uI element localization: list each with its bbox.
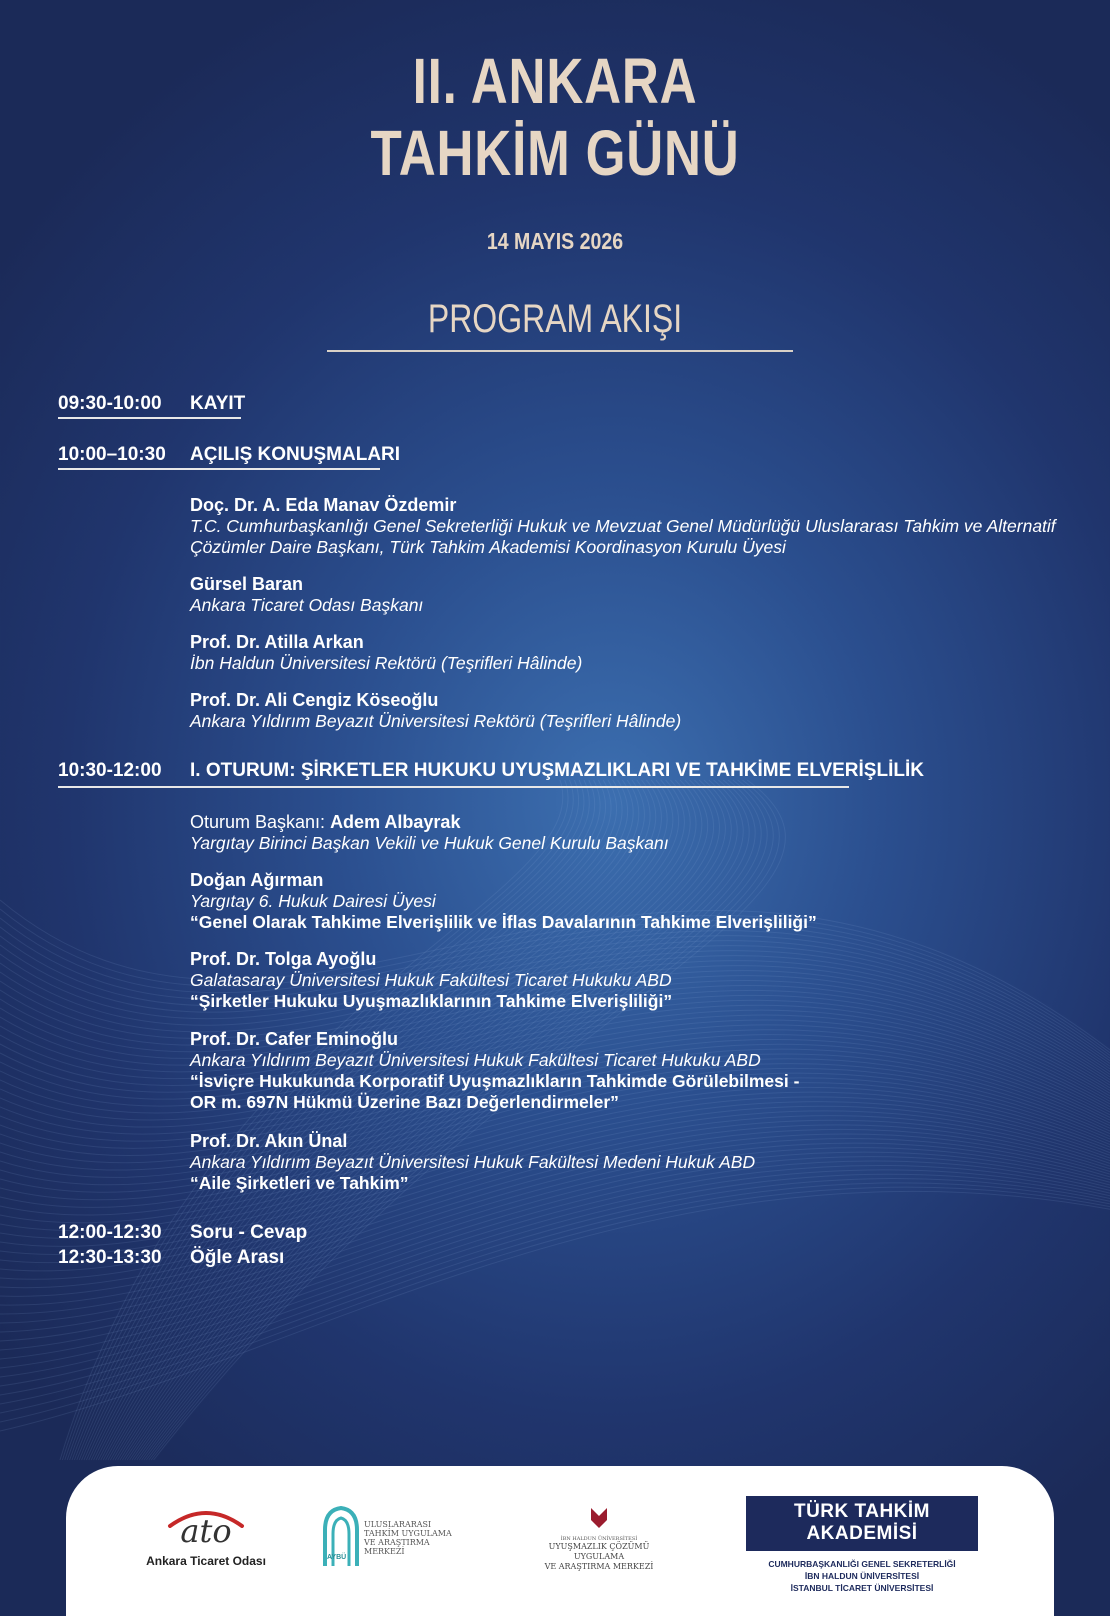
row-underline xyxy=(58,468,380,470)
schedule-row-soru xyxy=(58,1222,307,1244)
tta-line2: İBN HALDUN ÜNİVERSİTESİ xyxy=(804,1571,920,1581)
time-label: 12:00-12:30 xyxy=(58,1222,162,1243)
chair-name: Adem Albayrak xyxy=(330,812,461,832)
aybu-line3: VE ARAŞTIRMA xyxy=(364,1538,430,1547)
aybu-line2: TAHKİM UYGULAMA xyxy=(364,1529,452,1538)
speaker-name: Gürsel Baran xyxy=(190,574,304,594)
speaker-name: Prof. Dr. Atilla Arkan xyxy=(190,632,364,652)
talk-title: “İsviçre Hukukunda Korporatif Uyuşmazlıkların Tahkimde Görülebilmesi - OR m. 697N Hükmü Üzerine Bazı Değerlendirmeler” xyxy=(190,1071,800,1112)
speaker-role: Yargıtay 6. Hukuk Dairesi Üyesi xyxy=(190,891,436,911)
row-label: AÇILIŞ KONUŞMALARI xyxy=(190,444,401,465)
program-heading: PROGRAM AKIŞI xyxy=(427,297,683,341)
speaker-block xyxy=(190,1029,830,1113)
turk-tahkim-akademisi-logo xyxy=(746,1496,978,1594)
row-label: KAYIT xyxy=(190,393,246,414)
event-date: 14 MAYIS 2026 xyxy=(486,228,624,254)
tta-title: TÜRK TAHKİM AKADEMİSİ xyxy=(746,1496,978,1551)
speaker-block xyxy=(190,632,1070,674)
chair-prefix: Oturum Başkanı: xyxy=(190,812,331,832)
speaker-role: Galatasaray Üniversitesi Hukuk Fakültesi Ticaret Hukuku ABD xyxy=(190,970,672,990)
talk-title: “Aile Şirketleri ve Tahkim” xyxy=(190,1173,409,1193)
speaker-block xyxy=(190,870,1070,933)
event-title-line2: TAHKİM GÜNÜ xyxy=(370,117,740,189)
speaker-role: Ankara Yıldırım Beyazıt Üniversitesi Hukuk Fakültesi Ticaret Hukuku ABD xyxy=(190,1050,761,1070)
row-label: I. OTURUM: ŞİRKETLER HUKUKU UYUŞMAZLIKLARI VE TAHKİME ELVERİŞLİLİK xyxy=(190,760,924,781)
row-underline xyxy=(58,417,241,419)
ihu-line2: VE ARAŞTIRMA MERKEZİ xyxy=(544,1562,654,1571)
talk-title: “Şirketler Hukuku Uyuşmazlıklarının Tahkime Elverişliliği” xyxy=(190,991,673,1011)
row-label: Öğle Arası xyxy=(190,1247,285,1268)
aybu-line1: ULUSLARARASI xyxy=(364,1520,432,1529)
row-underline xyxy=(58,786,849,788)
event-title-line1: II. ANKARA xyxy=(412,45,698,117)
speaker-role: İbn Haldun Üniversitesi Rektörü (Teşrifleri Hâlinde) xyxy=(190,653,583,673)
speaker-block xyxy=(190,495,1070,558)
aybu-line4: MERKEZİ xyxy=(364,1547,405,1556)
ihu-emblem-icon xyxy=(589,1506,609,1530)
ihu-center-logo xyxy=(524,1506,674,1572)
speaker-name: Doğan Ağırman xyxy=(190,870,324,890)
aybu-mark: AYBÜ xyxy=(327,1554,347,1561)
row-label: Soru - Cevap xyxy=(190,1222,308,1243)
speaker-block xyxy=(190,1131,1070,1194)
time-label: 10:30-12:00 xyxy=(58,760,162,781)
speaker-role: T.C. Cumhurbaşkanlığı Genel Sekreterliği Hukuk ve Mevzuat Genel Müdürlüğü Uluslararası Tahkim ve Alternatif Çözümler Daire Başkanı, Türk Tahkim Akademisi Koordinasyon Kurulu Üyesi xyxy=(190,516,1056,557)
aybu-center-logo xyxy=(322,1506,482,1576)
tta-line3: İSTANBUL TİCARET ÜNİVERSİTESİ xyxy=(790,1583,934,1593)
schedule-row-ogle xyxy=(58,1247,284,1269)
tta-line1: CUMHURBAŞKANLIĞI GENEL SEKRETERLİĞİ xyxy=(768,1559,956,1569)
time-label: 10:00–10:30 xyxy=(58,444,166,465)
schedule-row-kayit xyxy=(58,393,245,415)
schedule-row-acilis xyxy=(58,444,400,466)
chair-block xyxy=(190,812,1070,854)
speaker-role: Ankara Yıldırım Beyazıt Üniversitesi Rektörü (Teşrifleri Hâlinde) xyxy=(190,711,682,731)
speaker-role: Ankara Yıldırım Beyazıt Üniversitesi Hukuk Fakültesi Medeni Hukuk ABD xyxy=(190,1152,756,1172)
talk-title: “Genel Olarak Tahkime Elverişlilik ve İflas Davalarının Tahkime Elverişliliği” xyxy=(190,912,817,932)
chair-role: Yargıtay Birinci Başkan Vekili ve Hukuk Genel Kurulu Başkanı xyxy=(190,833,669,853)
speaker-name: Doç. Dr. A. Eda Manav Özdemir xyxy=(190,495,457,515)
speaker-name: Prof. Dr. Akın Ünal xyxy=(190,1131,348,1151)
ato-name: Ankara Ticaret Odası xyxy=(146,1554,266,1568)
speaker-name: Prof. Dr. Ali Cengiz Köseoğlu xyxy=(190,690,439,710)
speaker-role: Ankara Ticaret Odası Başkanı xyxy=(190,595,424,615)
program-underline xyxy=(327,350,793,352)
ato-wordmark: ato xyxy=(180,1512,232,1550)
ato-logo xyxy=(136,1512,276,1568)
ihu-small-label: İBN HALDUN ÜNİVERSİTESİ xyxy=(560,1536,638,1542)
time-label: 12:30-13:30 xyxy=(58,1247,162,1268)
speaker-block xyxy=(190,949,1070,1012)
schedule-row-oturum xyxy=(58,760,924,782)
ato-arc-icon xyxy=(166,1506,246,1528)
speaker-block xyxy=(190,574,1070,616)
ihu-line1: UYUŞMAZLIK ÇÖZÜMÜ UYGULAMA xyxy=(548,1542,650,1561)
speaker-name: Prof. Dr. Tolga Ayoğlu xyxy=(190,949,377,969)
sponsor-footer xyxy=(66,1466,1054,1616)
time-label: 09:30-10:00 xyxy=(58,393,162,414)
speaker-block xyxy=(190,690,1070,732)
speaker-name: Prof. Dr. Cafer Eminoğlu xyxy=(190,1029,399,1049)
